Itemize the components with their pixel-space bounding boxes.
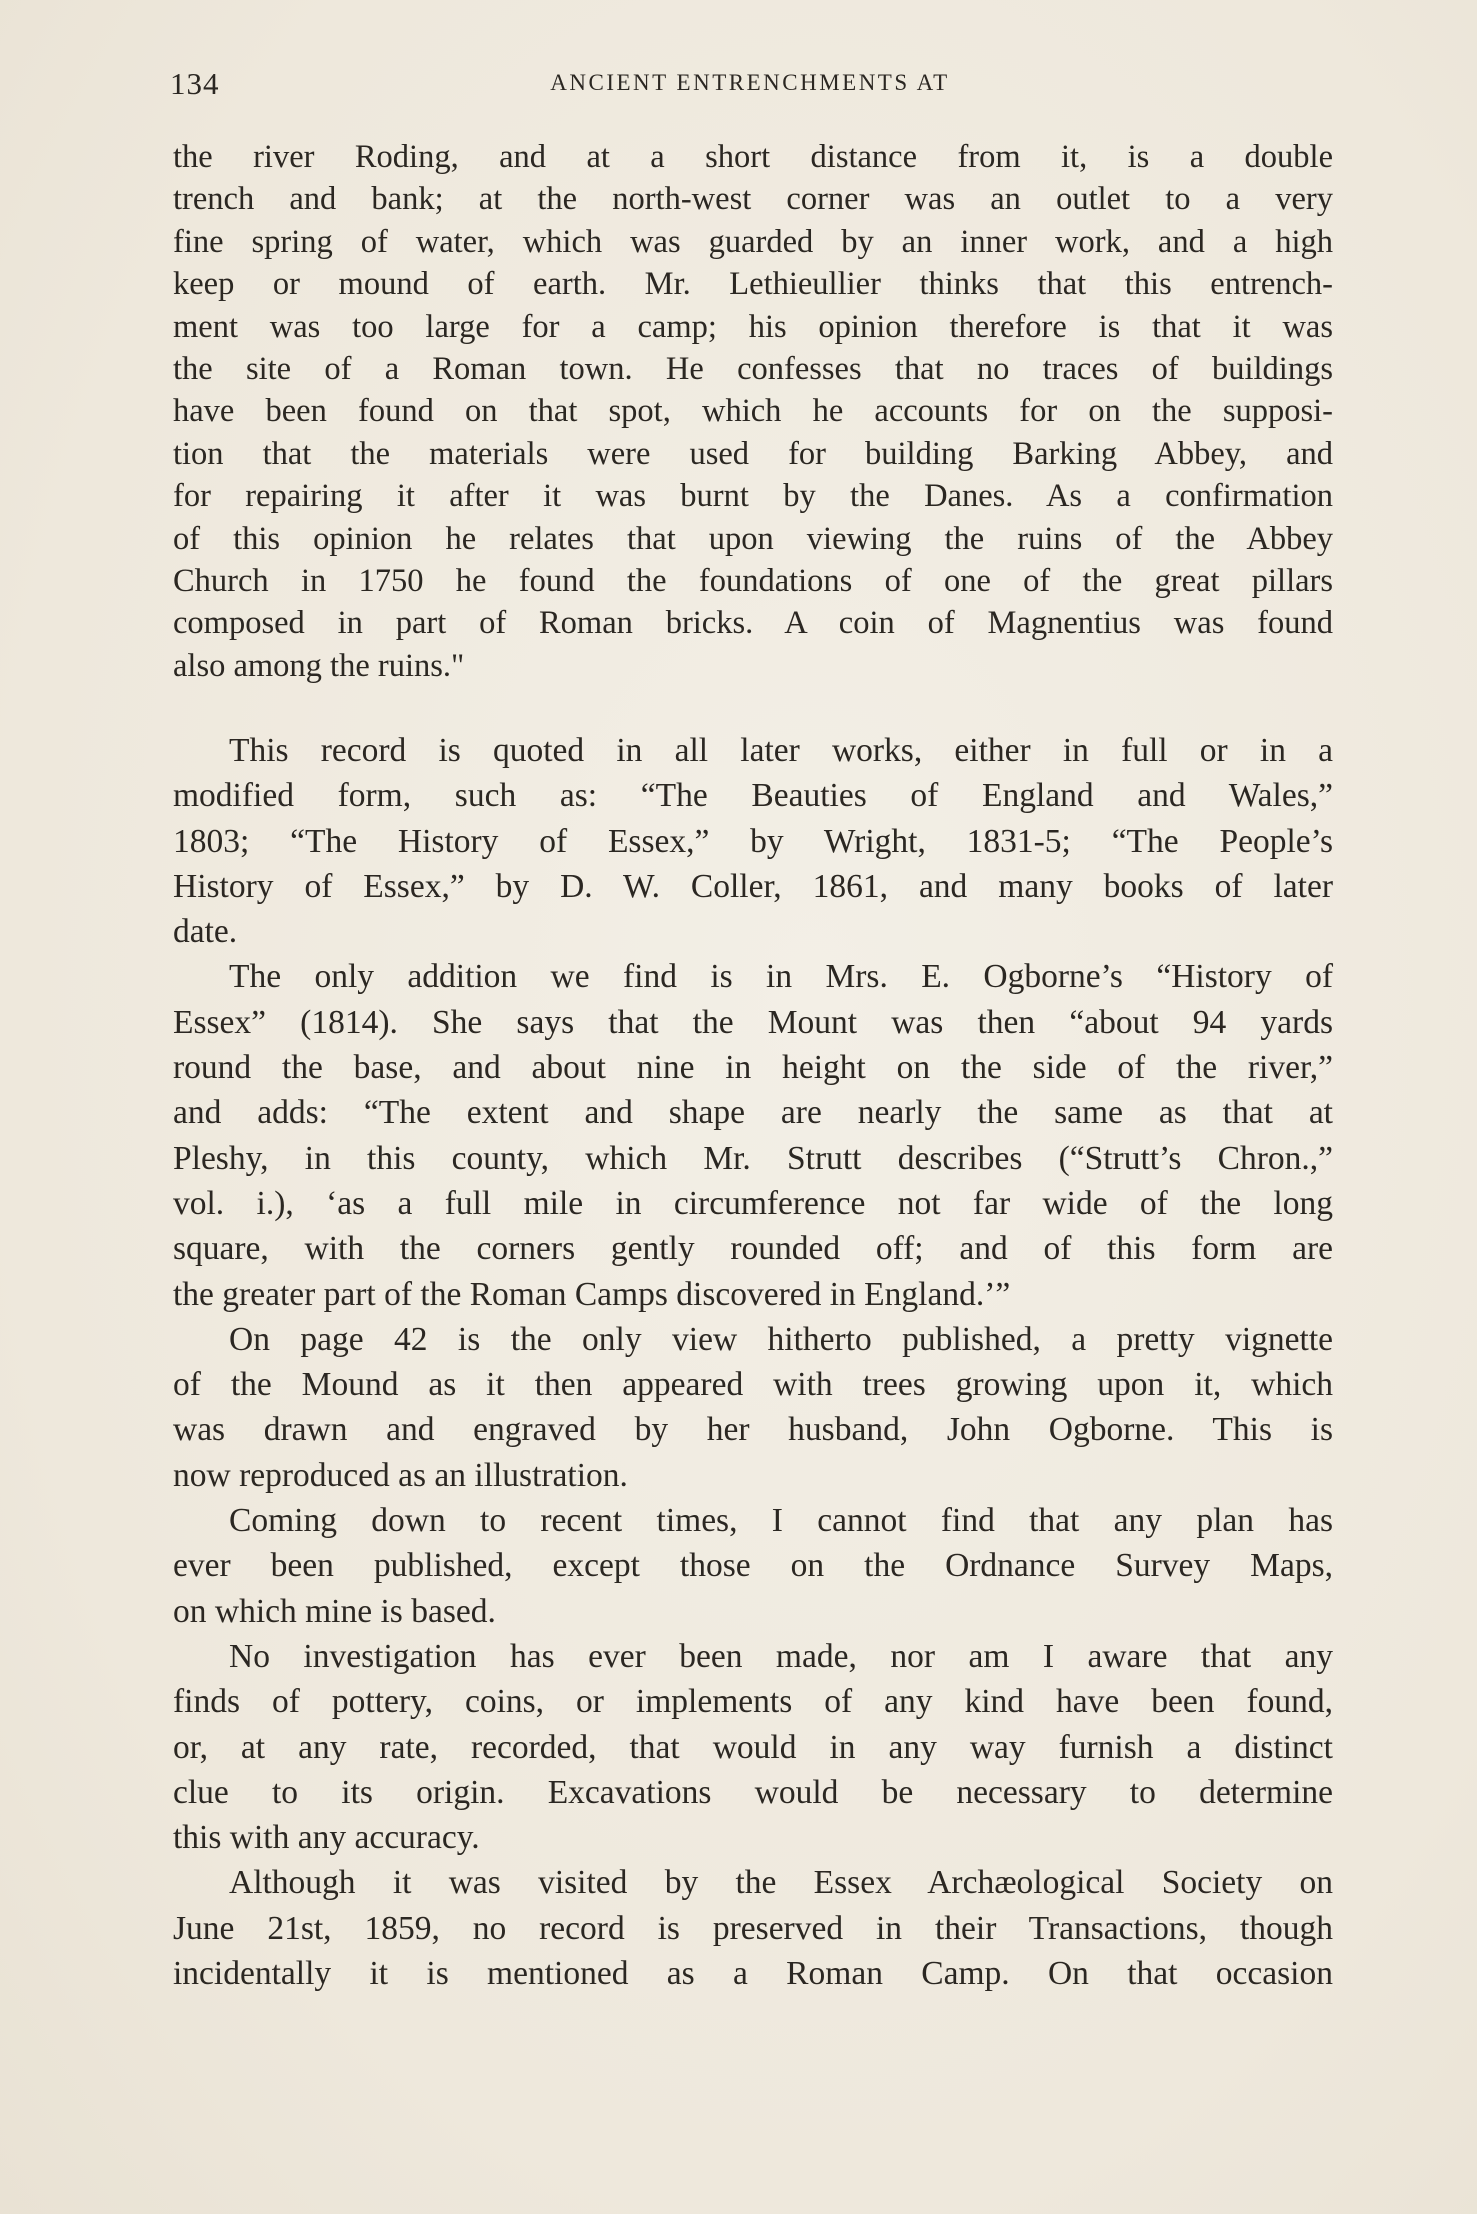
text-line: the greater part of the Roman Camps discovered in England.’” [173,1275,1011,1313]
text-line: of the Mound as it then appeared with trees growing upon it, which [173,1366,1333,1404]
text-line: also among the ruins." [173,647,465,684]
text-line: tion that the materials were used for building Barking Abbey, and [173,435,1333,472]
text-line: modified form, such as: “The Beauties of England and Wales,” [173,777,1333,815]
text-line: the river Roding, and at a short distance from it, is a double [173,139,1333,175]
text-line: square, with the corners gently rounded off; and of this form are [173,1230,1333,1268]
quoted-passage [173,136,1333,687]
text-line: Church in 1750 he found the foundations of one of the great pillars [173,562,1333,599]
text-line: composed in part of Roman bricks. A coin of Magnentius was found [173,605,1333,642]
paragraph [173,1634,1333,1860]
text-line: History of Essex,” by D. W. Coller, 1861, and many books of later [173,867,1333,905]
text-line: for repairing it after it was burnt by the Danes. As a confirmation [173,478,1333,515]
text-line: ever been published, except those on the Ordnance Survey Maps, [173,1547,1333,1585]
text-line: The only addition we find is in Mrs. E. Ogborne’s “History of [229,958,1333,996]
text-line: or, at any rate, recorded, that would in any way furnish a distinct [173,1728,1333,1766]
running-head: ANCIENT ENTRENCHMENTS AT [550,70,950,95]
text-line: and adds: “The extent and shape are nearly the same as that at [173,1094,1333,1132]
text-line: Essex” (1814). She says that the Mount was then “about 94 yards [173,1003,1333,1041]
text-line: the site of a Roman town. He confesses that no traces of buildings [173,350,1333,387]
paragraph [173,1498,1333,1634]
text-line: Although it was visited by the Essex Archæological Society on [229,1864,1333,1902]
text-line: of this opinion he relates that upon viewing the ruins of the Abbey [173,520,1333,557]
text-line: this with any accuracy. [173,1819,480,1857]
text-line: Pleshy, in this county, which Mr. Strutt describes (“Strutt’s Chron.,” [173,1139,1333,1177]
text-line: keep or mound of earth. Mr. Lethieullier thinks that this entrench- [173,266,1333,303]
paragraph [173,1860,1333,1996]
text-line: finds of pottery, coins, or implements of any kind have been found, [173,1683,1333,1721]
paragraph [173,728,1333,954]
text-line: fine spring of water, which was guarded by an inner work, and a high [173,223,1333,260]
text-line: ment was too large for a camp; his opinion therefore is that it was [173,308,1333,345]
text-line: incidentally it is mentioned as a Roman Camp. On that occasion [173,1955,1333,1993]
text-line: On page 42 is the only view hitherto published, a pretty vignette [229,1320,1333,1358]
text-line: vol. i.), ‘as a full mile in circumference not far wide of the long [173,1184,1333,1222]
page-header [170,66,1330,106]
text-line: clue to its origin. Excavations would be necessary to determine [173,1773,1333,1811]
text-line: 1803; “The History of Essex,” by Wright, 1831-5; “The People’s [173,822,1333,860]
text-line: June 21st, 1859, no record is preserved in their Transactions, though [173,1909,1333,1947]
paragraph [173,954,1333,1316]
text-line: round the base, and about nine in height on the side of the river,” [173,1049,1333,1087]
text-line: date. [173,913,238,951]
text-line: No investigation has ever been made, nor am I aware that any [229,1637,1333,1675]
text-line: now reproduced as an illustration. [173,1456,628,1494]
text-line: have been found on that spot, which he accounts for on the supposi- [173,393,1333,430]
paragraph [173,1317,1333,1498]
text-line: on which mine is based. [173,1592,496,1630]
text-line: was drawn and engraved by her husband, John Ogborne. This is [173,1411,1333,1449]
text-line: This record is quoted in all later works, either in full or in a [229,732,1333,769]
page-number: 134 [170,66,220,101]
text-line: Coming down to recent times, I cannot find that any plan has [229,1502,1333,1540]
text-line: trench and bank; at the north-west corner was an outlet to a very [173,181,1333,218]
body-text [173,728,1333,1996]
